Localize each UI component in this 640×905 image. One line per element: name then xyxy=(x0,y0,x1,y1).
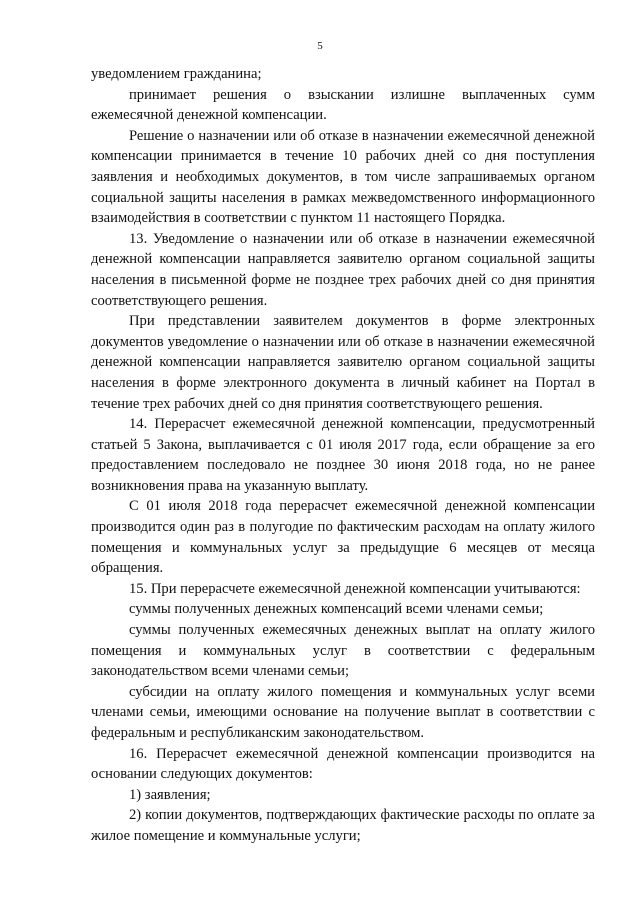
paragraph-continuation: уведомлением гражданина; xyxy=(91,66,262,82)
paragraph-subsidies: субсидии на оплату жилого помещения и коммунальных услуг всеми членами семьи, имеющими основание на получение выплат в соответствии с федеральным и республиканским законодательством. xyxy=(91,683,595,741)
paragraph-clause-15: 15. При перерасчете ежемесячной денежной компенсации учитываются: xyxy=(129,580,581,597)
paragraph-recalculation-period: С 01 июля 2018 года перерасчет ежемесячной денежной компенсации производится один раз в полугодие по фактическим расходам на оплату жилого помещения и коммунальных услуг за предыдущие 6 месяцев от месяца обращения. xyxy=(91,498,595,577)
paragraph-clause-13: 13. Уведомление о назначении или об отказе в назначении ежемесячной денежной компенсации направляется заявителю органом социальной защиты населения в письменной форме не позднее трех рабочих дней со дня принятия соответствующего решения. xyxy=(91,230,595,309)
paragraph-electronic-notification: При представлении заявителем документов в форме электронных документов уведомление о назначении или об отказе в назначении ежемесячной денежной компенсации направляется заявителю органом социальной защиты населения в форме электронного документа в личный кабинет на Портал в течение трех рабочих дней со дня принятия соответствующего решения. xyxy=(91,313,595,412)
page-number: 5 xyxy=(317,40,323,52)
document-body xyxy=(91,64,595,847)
paragraph-family-compensations: суммы полученных денежных компенсаций всеми членами семьи; xyxy=(129,601,544,618)
paragraph-recovery-decisions: принимает решения о взыскании излишне выплаченных сумм ежемесячной денежной компенсации. xyxy=(91,86,595,124)
paragraph-monthly-payments: суммы полученных ежемесячных денежных выплат на оплату жилого помещения и коммунальных услуг в соответствии с федеральным законодательством всеми членами семьи; xyxy=(91,622,595,680)
paragraph-clause-14: 14. Перерасчет ежемесячной денежной компенсации, предусмотренный статьей 5 Закона, выплачивается с 01 июля 2017 года, если обращение за его предоставлением последовало не позднее 30 июня 2018 года, но не ранее возникновения права на указанную выплату. xyxy=(91,416,595,494)
paragraph-decision-timeline: Решение о назначении или об отказе в назначении ежемесячной денежной компенсации принимается в течение 10 рабочих дней со дня поступления заявления и необходимых документов, в том числе запрашиваемых органом социальной защиты населения в рамках межведомственного информационного взаимодействия в соответствии с пунктом 11 настоящего Порядка. xyxy=(91,127,595,227)
paragraph-clause-16: 16. Перерасчет ежемесячной денежной компенсации производится на основании следующих документов: xyxy=(91,745,595,783)
list-item-application: 1) заявления; xyxy=(129,786,211,803)
list-item-expense-documents: 2) копии документов, подтверждающих фактические расходы по оплате за жилое помещение и коммунальные услуги; xyxy=(91,807,595,844)
